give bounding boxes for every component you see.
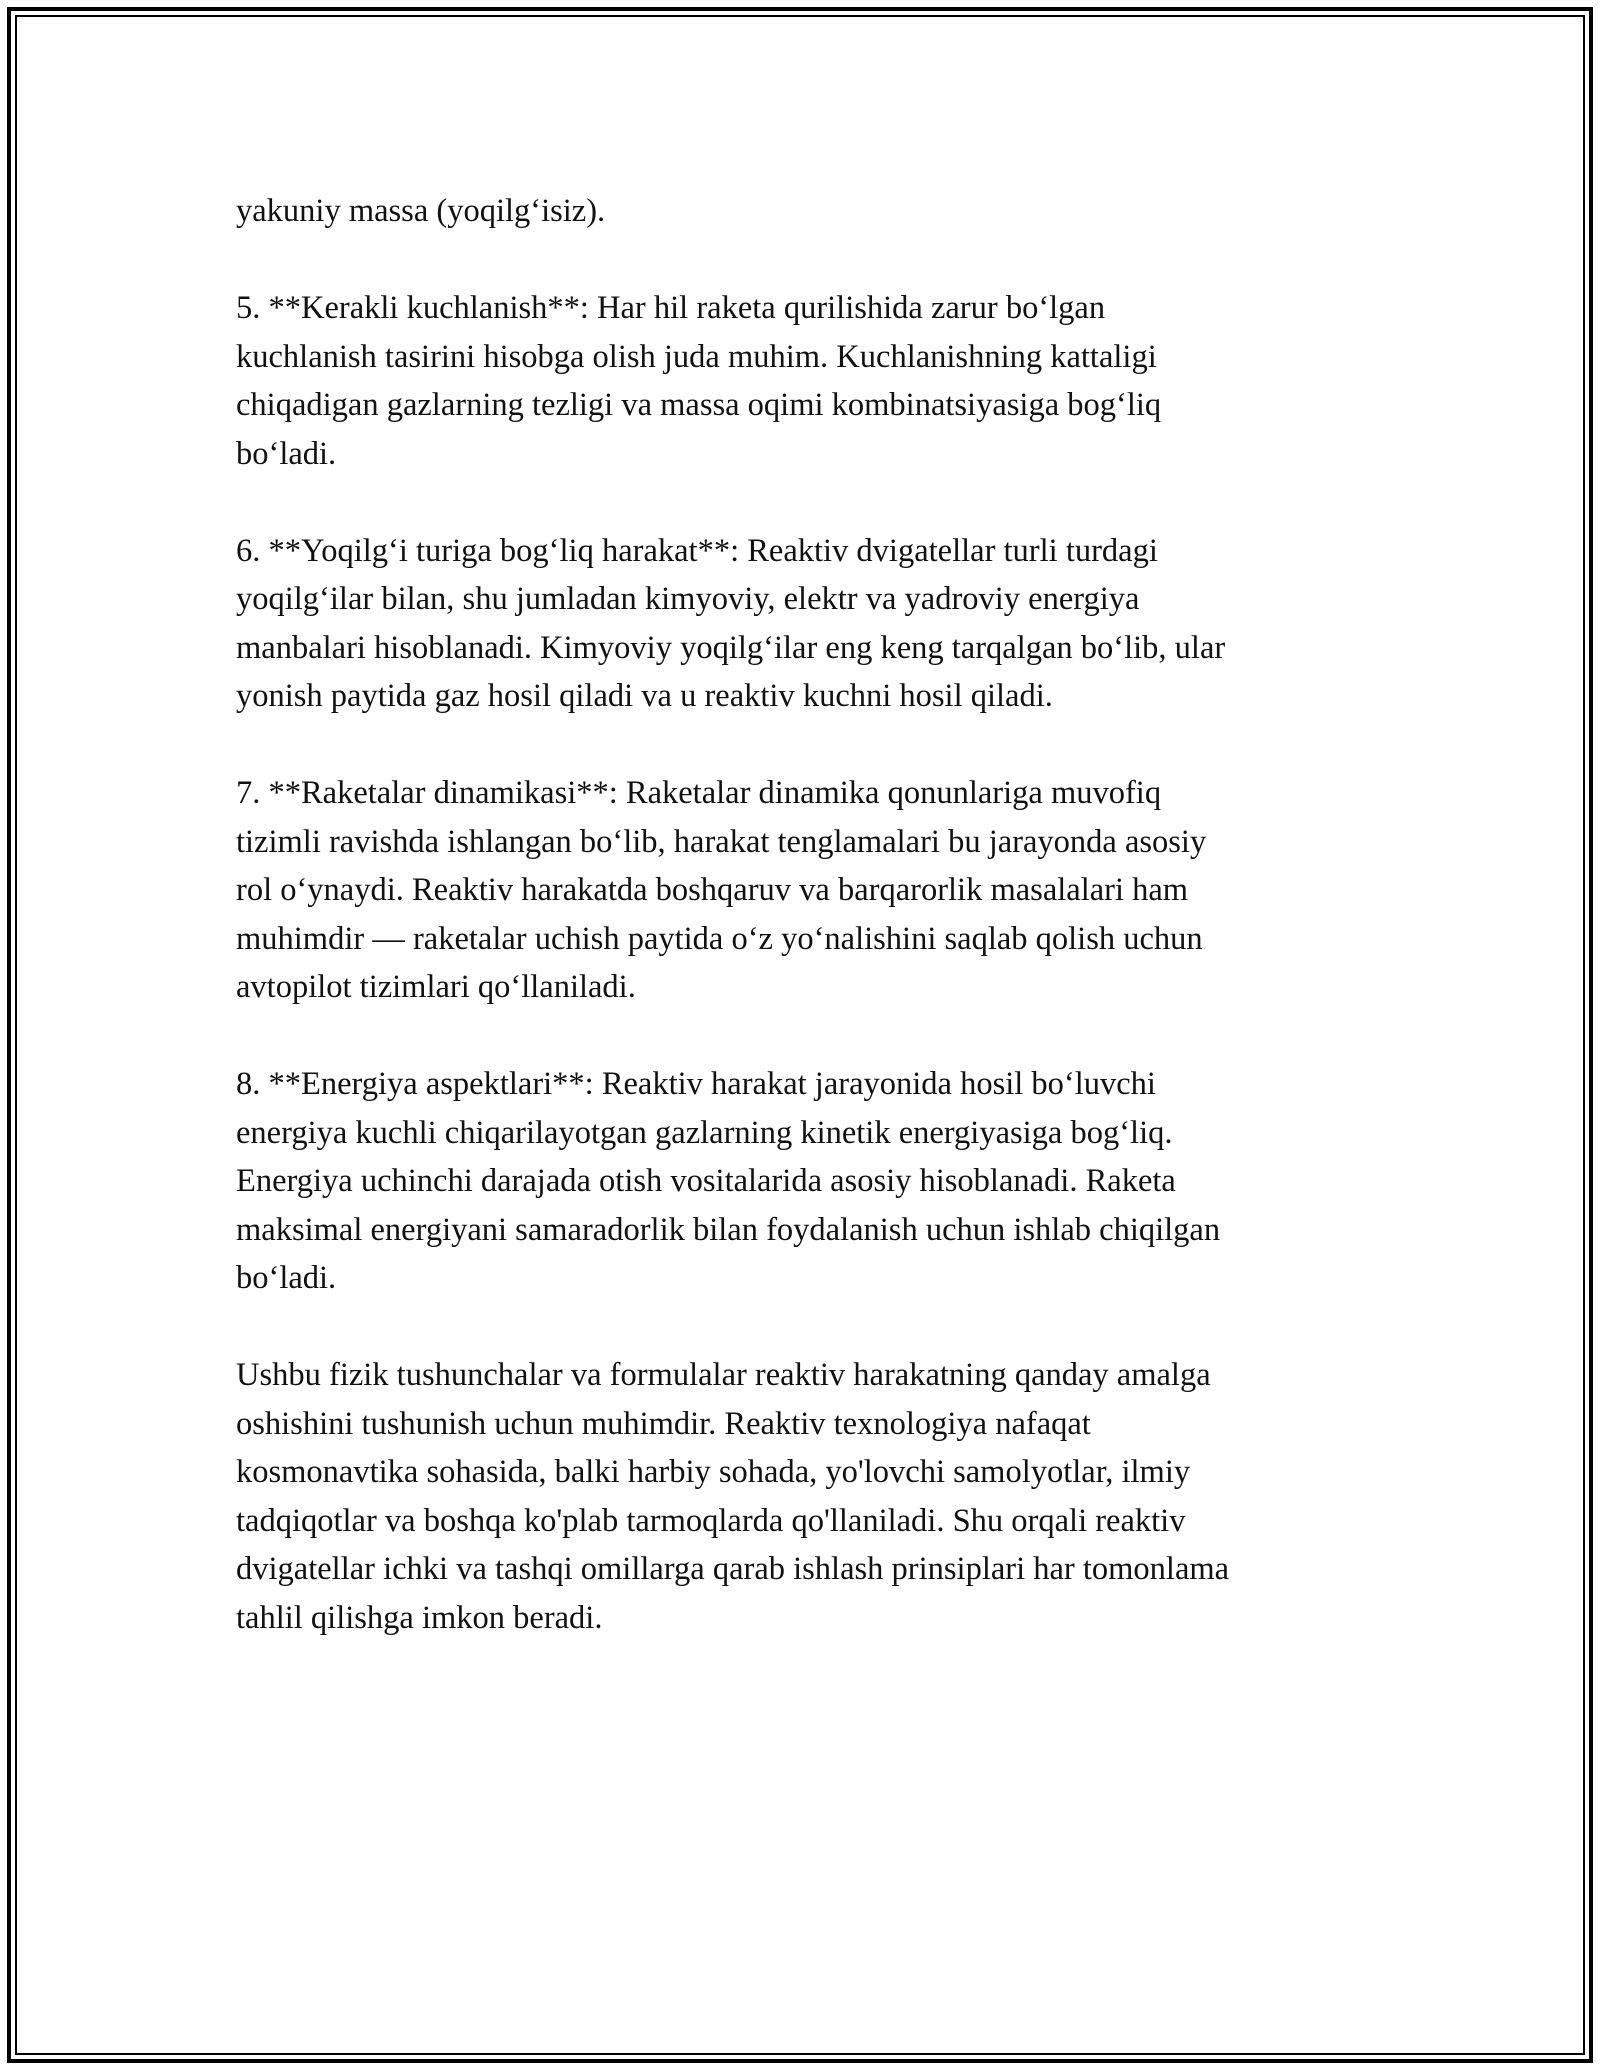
paragraph-item-6: 6. **Yoqilg‘i turiga bog‘liq harakat**: Reaktiv dvigatellar turli turdagi yoqilg‘ilar bilan, shu jumladan kimyoviy, elektr va yadroviy energiya manbalari hisoblanadi. Kimyoviy yoqilg‘ilar eng keng tarqalgan bo‘lib, ular yonish paytida gaz hosil qiladi va u reaktiv kuchni hosil qiladi. — [236, 532, 1226, 714]
paragraph-item-7: 7. **Raketalar dinamikasi**: Raketalar dinamika qonunlariga muvofiq tizimli ravishda ishlangan bo‘lib, harakat tenglamalari bu jarayonda asosiy rol o‘ynaydi. Reaktiv harakatda boshqaruv va barqarorlik masalalari ham muhimdir — raketalar uchish paytida o‘z yo‘nalishini saqlab qolish uchun avtopilot tizimlari qo‘llaniladi. — [236, 775, 1207, 1005]
paragraph-conclusion: Ushbu fizik tushunchalar va formulalar reaktiv harakatning qanday amalga oshishini tushunish uchun muhimdir. Reaktiv texnologiya nafaqat kosmonavtika sohasida, balki harbiy sohada, yo'lovchi samolyotlar, ilmiy tadqiqotlar va boshqa ko'plab tarmoqlarda qo'llaniladi. Shu orqali reaktiv dvigatellar ichki va tashqi omillarga qarab ishlash prinsiplari har tomonlama tahlil qilishga imkon beradi. — [236, 1357, 1230, 1636]
paragraph-continuation: yakuniy massa (yoqilg‘isiz). — [236, 193, 606, 229]
paragraph-item-8: 8. **Energiya aspektlari**: Reaktiv harakat jarayonida hosil bo‘luvchi energiya kuchli chiqarilayotgan gazlarning kinetik energiyasiga bog‘liq. Energiya uchinchi darajada otish vositalarida asosiy hisoblanadi. Raketa maksimal energiyani samaradorlik bilan foydalanish uchun ishlab chiqilgan bo‘ladi. — [236, 1066, 1221, 1296]
document-body — [236, 187, 1364, 1691]
paragraph-item-5: 5. **Kerakli kuchlanish**: Har hil raketa qurilishida zarur bo‘lgan kuchlanish tasirini hisobga olish juda muhim. Kuchlanishning kattaligi chiqadigan gazlarning tezligi va massa oqimi kombinatsiyasiga bog‘liq bo‘ladi. — [236, 290, 1162, 472]
